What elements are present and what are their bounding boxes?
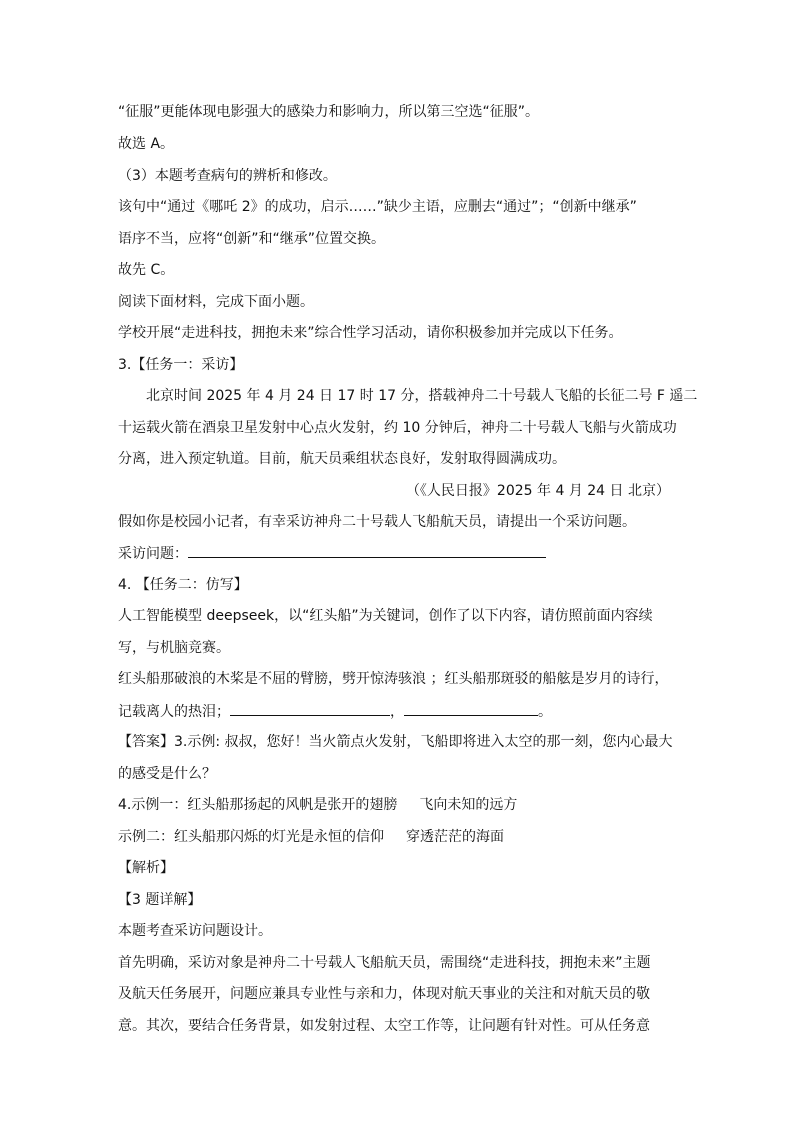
text-fragment: 4.示例一：红头船那扬起的风帆是张开的翅膀 [118, 797, 398, 813]
text-fragment: ， [390, 704, 404, 720]
answer-blank[interactable] [230, 701, 390, 716]
text-line: 及航天任务展开，问题应兼具专业性与亲和力，体现对航天事业的关注和对航天员的敬 [118, 986, 650, 1002]
question-heading: 4. 【任务二：仿写】 [118, 577, 248, 593]
answer-text: 【答案】3.示例: 叔叔，您好！当火箭点火发射，飞船即将进入太空的那一刻，您内心最大 [118, 734, 673, 750]
text-line: 假如你是校园小记者，有幸采访神舟二十号载人飞船航天员，请提出一个采访问题。 [118, 514, 636, 530]
text-fragment: 。 [538, 704, 552, 720]
answer-text [118, 795, 517, 815]
text-line: “征服”更能体现电影强大的感染力和影响力，所以第三空选“征服”。 [118, 104, 540, 120]
text-line: 首先明确，采访对象是神舟二十号载人飞船航天员，需围绕“走进科技，拥抱未来”主题 [118, 955, 651, 971]
material-paragraph-line: 十运载火箭在酒泉卫星发射中心点火发射，约 10 分钟后，神舟二十号载人飞船与火箭成功 [118, 420, 677, 436]
text-fragment: 记载离人的热泪； [118, 704, 230, 720]
text-fragment: 示例二：红头船那闪烁的灯光是永恒的信仰 [118, 829, 384, 845]
answer-line [118, 701, 552, 722]
interview-question-label: 采访问题： [118, 546, 188, 562]
text-line: 本题考查采访问题设计。 [118, 923, 272, 939]
text-line: 人工智能模型 deepseek，以“红头船”为关键词，创作了以下内容，请仿照前面内容续 [118, 608, 653, 624]
section-heading: 【解析】 [118, 860, 174, 876]
text-line: 红头船那破浪的木桨是不屈的臂膀，劈开惊涛骇浪 ；红头船那斑驳的船舷是岁月的诗行， [118, 671, 669, 687]
answer-line [118, 543, 546, 564]
text-line: 学校开展“走进科技，拥抱未来”综合性学习活动，请你积极参加并完成以下任务。 [118, 325, 623, 341]
text-fragment: 飞向未知的远方 [419, 797, 518, 813]
text-fragment: 穿透茫茫的海面 [406, 829, 504, 845]
text-line: 故选 A。 [118, 136, 175, 152]
text-line: 写，与机脑竞赛。 [118, 640, 230, 656]
answer-text [118, 827, 504, 847]
text-line: 故先 C。 [118, 262, 175, 278]
answer-blank[interactable] [188, 543, 546, 558]
material-paragraph-line: 分离，进入预定轨道。目前，航天员乘组状态良好，发射取得圆满成功。 [118, 451, 566, 467]
section-heading: 【3 题详解】 [118, 892, 202, 908]
material-source: （《人民日报》2025 年 4 月 24 日 北京） [405, 483, 670, 499]
text-line: 意。其次，要结合任务背景，如发射过程、太空工作等，让问题有针对性。可从任务意 [118, 1018, 650, 1034]
answer-blank[interactable] [404, 701, 538, 716]
text-line: 阅读下面材料，完成下面小题。 [118, 294, 314, 310]
text-line: 该句中“通过《哪吒 2》的成功，启示……”缺少主语，应删去“通过”；“创新中继承” [118, 199, 637, 215]
question-heading: 3.【任务一：采访】 [118, 357, 244, 373]
answer-text: 的感受是什么？ [118, 766, 216, 782]
material-paragraph-line: 北京时间 2025 年 4 月 24 日 17 时 17 分，搭载神舟二十号载人飞船的长征二号 F 遥二 [146, 388, 698, 404]
text-line: 语序不当，应将“创新”和“继承”位置交换。 [118, 231, 386, 247]
text-line: （3）本题考查病句的辨析和修改。 [118, 168, 337, 184]
